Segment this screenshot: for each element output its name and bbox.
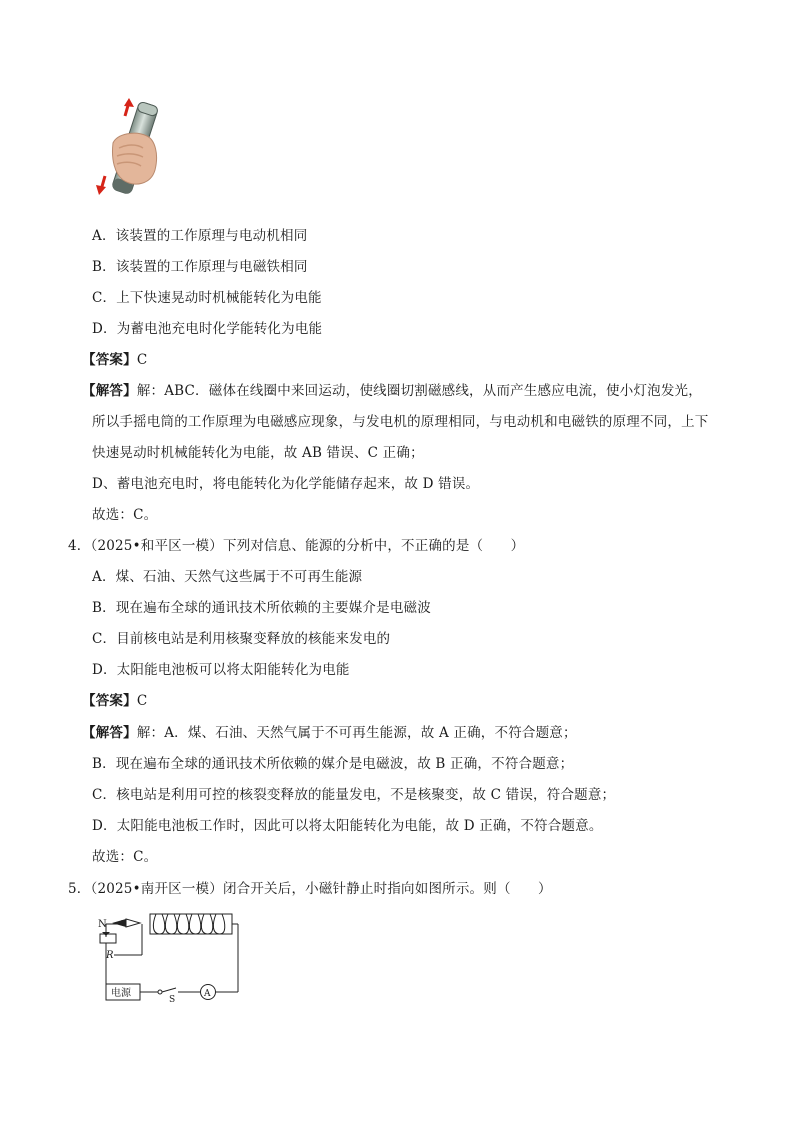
circuit-diagram (92, 910, 242, 1002)
q3-choice: 故选：C。 (92, 507, 158, 523)
ammeter-a-label: A (204, 989, 211, 999)
q3-analysis-line: 所以手摇电筒的工作原理为电磁感应现象，与发电机的原理相同，与电动机和电磁铁的原理不同，上下 (92, 414, 709, 430)
power-source-label: 电源 (111, 988, 131, 999)
analysis-tag: 【解答】 (82, 383, 137, 399)
resistor-r-label: R (106, 950, 114, 961)
q3-option-c: C．上下快速晃动时机械能转化为电能 (92, 290, 322, 306)
q3-option-a: A．该装置的工作原理与电动机相同 (92, 228, 308, 244)
q4-analysis-line: D．太阳能电池板工作时，因此可以将太阳能转化为电能，故 D 正确，不符合题意。 (92, 818, 603, 834)
q3-answer (82, 350, 147, 370)
q5-stem: 5．（2025•南开区一模）闭合开关后，小磁针静止时指向如图所示。则（ ） (68, 881, 552, 897)
q3-analysis-first (82, 381, 702, 401)
q3-analysis-line: D、蓄电池充电时，将电能转化为化学能储存起来，故 D 错误。 (92, 476, 480, 492)
answer-value: C (136, 693, 148, 709)
q4-option-d: D．太阳能电池板可以将太阳能转化为电能 (92, 662, 350, 678)
shake-flashlight-figure (95, 98, 170, 198)
answer-tag: 【答案】 (82, 693, 137, 709)
q4-analysis-line: B．现在遍布全球的通讯技术所依赖的媒介是电磁波，故 B 正确，不符合题意； (92, 756, 574, 772)
switch-s-label: S (169, 995, 176, 1002)
q4-analysis-first (82, 723, 577, 743)
q4-option-c: C．目前核电站是利用核聚变释放的核能来发电的 (92, 631, 391, 647)
q4-stem: 4．（2025•和平区一模）下列对信息、能源的分析中，不正确的是（ ） (68, 538, 525, 554)
q3-option-d: D．为蓄电池充电时化学能转化为电能 (92, 321, 323, 337)
q4-choice: 故选：C。 (92, 849, 158, 865)
q4-option-b: B．现在遍布全球的通讯技术所依赖的主要媒介是电磁波 (92, 600, 431, 616)
analysis-text: 解：ABC．磁体在线圈中来回运动，使线圈切割磁感线，从而产生感应电流，使小灯泡发光， (136, 383, 702, 399)
needle-n-label: N (98, 919, 107, 930)
q4-option-a: A．煤、石油、天然气这些属于不可再生能源 (92, 569, 363, 585)
analysis-text: 解：A．煤、石油、天然气属于不可再生能源，故 A 正确，不符合题意； (136, 725, 577, 741)
q3-option-b: B．该装置的工作原理与电磁铁相同 (92, 259, 308, 275)
q4-analysis-line: C．核电站是利用可控的核裂变释放的能量发电，不是核聚变，故 C 错误，符合题意； (92, 787, 616, 803)
answer-value: C (136, 352, 148, 368)
answer-tag: 【答案】 (82, 352, 137, 368)
q3-analysis-line: 快速晃动时机械能转化为电能，故 AB 错误、C 正确； (92, 445, 424, 461)
analysis-tag: 【解答】 (82, 725, 137, 741)
q4-answer (82, 691, 147, 711)
